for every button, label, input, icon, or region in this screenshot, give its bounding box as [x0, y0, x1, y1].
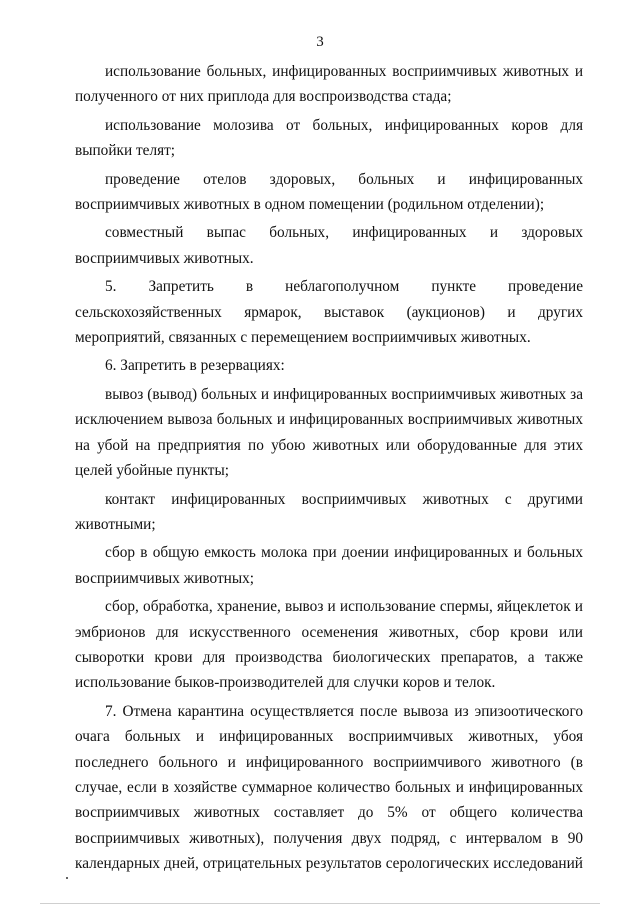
paragraph-7: вывоз (вывод) больных и инфицированных восприимчивых животных за исключением вывоза больных и инфицированных восприимчивых животных на убой на предприятия по убою животных или оборудованные для этих целей убойные пункты; [75, 385, 583, 480]
paragraph-5: 5. Запретить в неблагополучном пункте проведение сельскохозяйственных ярмарок, выставок (аукционов) и других мероприятий, связанных с перемещением восприимчивых животных. [75, 278, 583, 347]
paragraph-11: 7. Отмена карантина осуществляется после вывоза из эпизоотического очага больных и инфицированных восприимчивых животных, убоя последнего больного и инфицированного восприимчивого животного (в случае, если в хозяйстве суммарное количество больных и инфицированных восприимчивых животных составляет до 5% от общего количества восприимчивых животных), получения двух подряд, с интервалом в 90 календарных дней, отрицательных результатов серологических исследований [75, 702, 583, 873]
paragraph-4: совместный выпас больных, инфицированных и здоровых восприимчивых животных. [75, 224, 583, 267]
paragraph-10: сбор, обработка, хранение, вывоз и использование спермы, яйцеклеток и эмбрионов для искусственного осеменения животных, сбор крови или сыворотки крови для производства биологических препаратов, а также использование быков-производителей для случки коров и телок. [75, 598, 583, 692]
document-body [75, 59, 583, 877]
page-number: 3 [316, 34, 324, 50]
paragraph-1: использование больных, инфицированных восприимчивых животных и полученного от них приплода для воспроизводства стада; [75, 63, 583, 106]
paragraph-8: контакт инфицированных восприимчивых животных с другими животными; [75, 490, 583, 533]
paragraph-9: сбор в общую емкость молока при доении инфицированных и больных восприимчивых животных; [75, 544, 583, 587]
scan-dot [66, 877, 68, 879]
paragraph-3: проведение отелов здоровых, больных и инфицированных восприимчивых животных в одном помещении (родильном отделении); [75, 170, 583, 214]
page-bottom-edge [40, 903, 600, 904]
paragraph-2: использование молозива от больных, инфицированных коров для выпойки телят; [75, 116, 583, 160]
paragraph-6: 6. Запретить в резервациях: [105, 357, 285, 375]
